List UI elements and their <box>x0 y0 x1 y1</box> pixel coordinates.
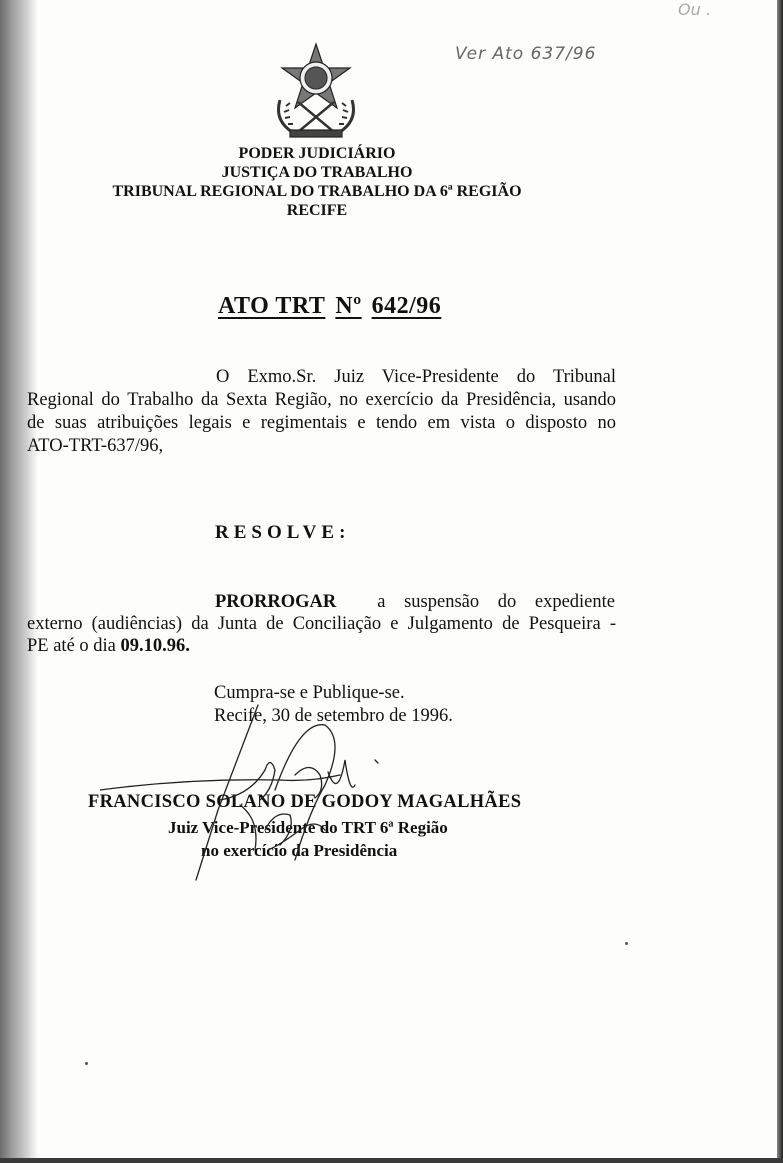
page-edge-bottom <box>0 1158 783 1163</box>
act-title-number: 642/96 <box>371 293 442 319</box>
corner-mark: Ou . <box>678 0 711 19</box>
decision-line-1-rest: a suspensão do expediente <box>377 592 615 612</box>
speck <box>625 942 628 945</box>
decision-date: 09.10.96 <box>120 636 186 656</box>
place-and-date: Recife, 30 de setembro de 1996. <box>214 706 453 726</box>
signatory-capacity: no exercício da Presidência <box>201 841 398 860</box>
intro-line-2: Regional do Trabalho da Sexta Região, no exercício da Presidência, usando <box>27 390 616 410</box>
intro-line-3: de suas atribuições legais e regimentais e tendo em vista o disposto no <box>27 413 616 433</box>
resolve-heading: RESOLVE: <box>215 522 351 543</box>
intro-line-4: ATO-TRT-637/96, <box>27 436 164 456</box>
decision-line-1 <box>215 591 615 614</box>
speck <box>85 1062 88 1065</box>
act-title-prefix: ATO TRT <box>218 293 326 319</box>
act-title <box>218 293 441 320</box>
handwritten-note: Ver Ato 637/96 <box>455 44 597 64</box>
closing-formula: Cumpra-se e Publique-se. <box>214 683 405 703</box>
decision-verb: PRORROGAR <box>215 592 337 612</box>
page-edge-shadow <box>0 0 38 1163</box>
act-title-number-label: Nº <box>335 293 362 319</box>
header-line-tribunal: TRIBUNAL REGIONAL DO TRABALHO DA 6ª REGIÃO <box>112 183 522 200</box>
coat-of-arms-emblem <box>268 40 364 140</box>
page-edge-right <box>777 0 783 1163</box>
decision-line-2: externo (audiências) da Junta de Conciliação e Julgamento de Pesqueira - <box>27 614 616 634</box>
signatory-role: Juiz Vice-Presidente do TRT 6ª Região <box>168 818 448 837</box>
intro-line-1: O Exmo.Sr. Juiz Vice-Presidente do Tribunal <box>216 367 616 387</box>
handwritten-signature <box>100 700 460 890</box>
decision-line-3 <box>27 635 190 658</box>
header-line-city: RECIFE <box>286 202 348 219</box>
decision-line-3-suffix: . <box>185 636 190 656</box>
signatory-name: FRANCISCO SOLANO DE GODOY MAGALHÃES <box>88 792 522 812</box>
header-line-judiciary: PODER JUDICIÁRIO <box>238 145 396 162</box>
decision-line-3-prefix: PE até o dia <box>27 636 116 656</box>
header-line-labor-justice: JUSTIÇA DO TRABALHO <box>221 164 413 181</box>
